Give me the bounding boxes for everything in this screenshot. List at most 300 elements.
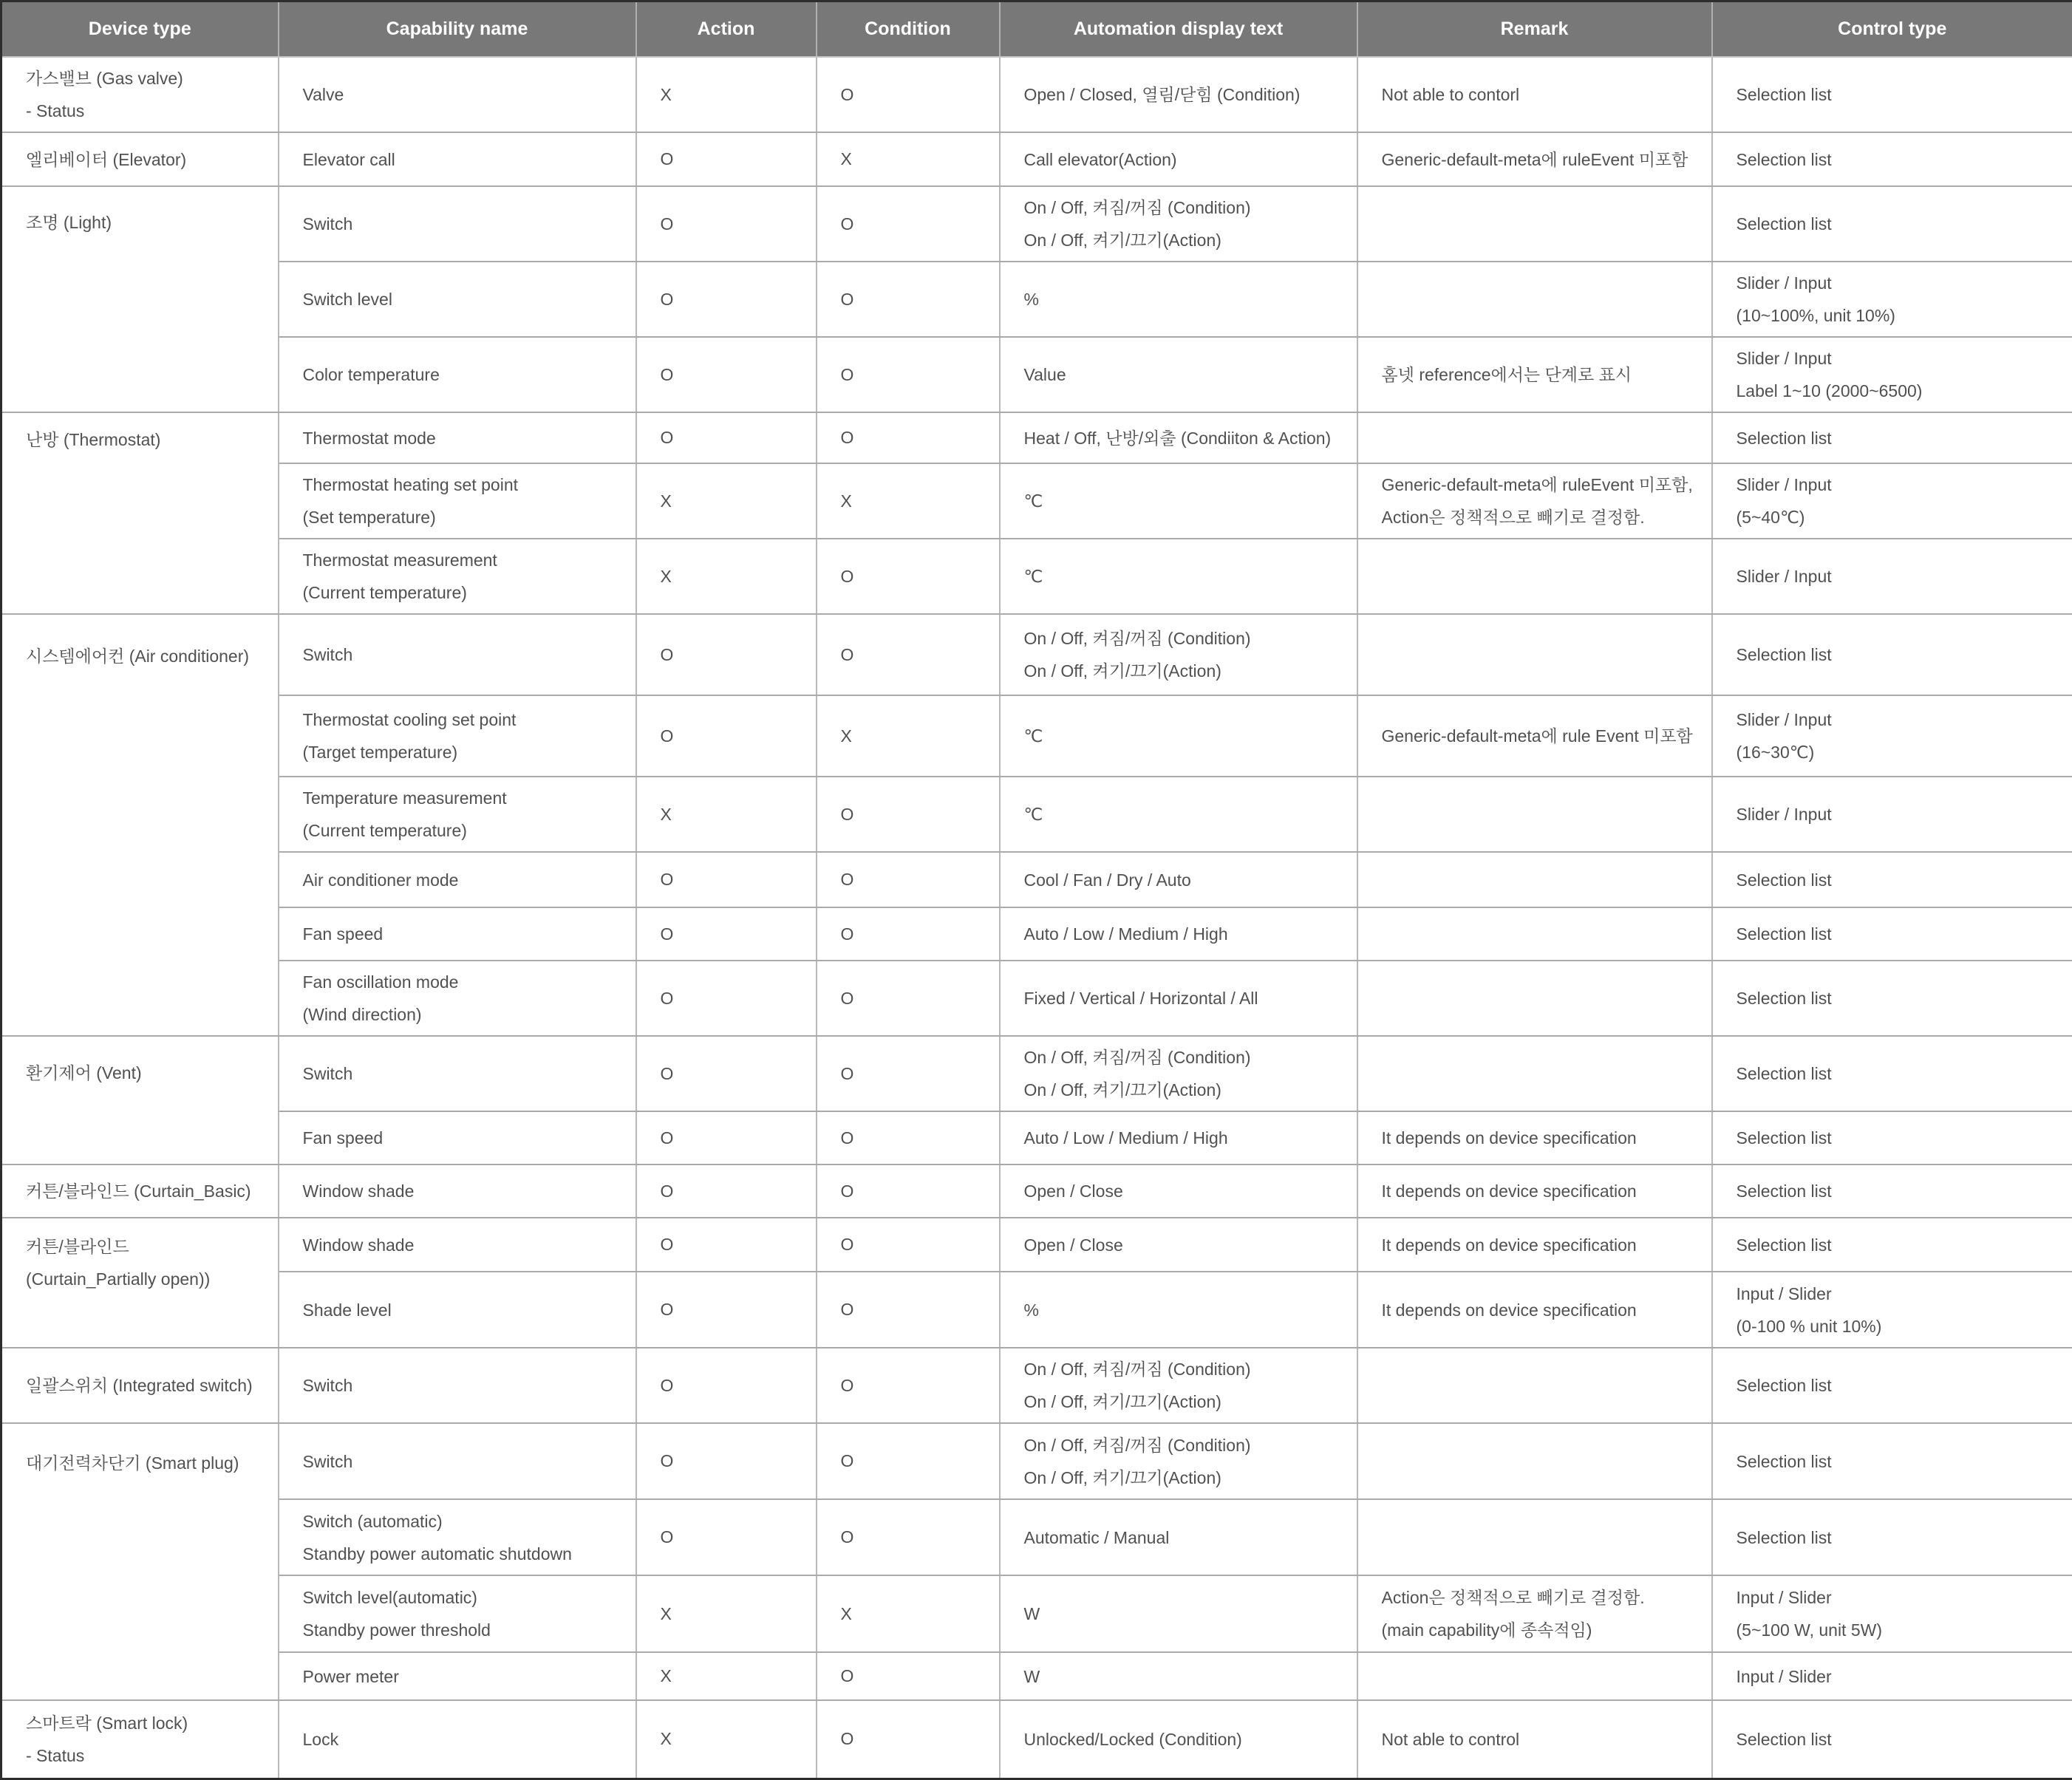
- cell-line: Thermostat mode: [303, 422, 622, 454]
- condition-cell: O: [817, 337, 1000, 412]
- capability-cell: [279, 262, 636, 337]
- condition-cell: O: [817, 1218, 1000, 1272]
- action-cell: O: [636, 412, 817, 463]
- cell-line: Window shade: [303, 1229, 622, 1261]
- cell-line: Slider / Input: [1737, 267, 2059, 299]
- automation-display-cell: [1000, 907, 1357, 961]
- action-cell: O: [636, 1111, 817, 1164]
- cell-line: (5~40℃): [1737, 501, 2059, 533]
- remark-cell: [1357, 961, 1712, 1036]
- action-cell: O: [636, 695, 817, 777]
- capability-cell: [279, 695, 636, 777]
- cell-line: Value: [1024, 358, 1343, 391]
- cell-line: (Current temperature): [303, 576, 622, 609]
- cell-line: On / Off, 켜짐/꺼짐 (Condition): [1024, 622, 1343, 655]
- capability-cell: [279, 961, 636, 1036]
- condition-cell: O: [817, 614, 1000, 695]
- condition-cell: O: [817, 262, 1000, 337]
- condition-cell: O: [817, 961, 1000, 1036]
- capability-cell: [279, 1348, 636, 1423]
- cell-line: (main capability에 종속적임): [1382, 1614, 1698, 1646]
- column-header-capability-name: Capability name: [279, 1, 636, 58]
- cell-line: Auto / Low / Medium / High: [1024, 918, 1343, 950]
- cell-line: (10~100%, unit 10%): [1737, 299, 2059, 332]
- remark-cell: [1357, 614, 1712, 695]
- capability-cell: [279, 1036, 636, 1111]
- control-type-cell: [1712, 186, 2072, 262]
- table-row: [1, 1164, 2072, 1218]
- remark-cell: [1357, 695, 1712, 777]
- action-cell: O: [636, 1036, 817, 1111]
- condition-cell: O: [817, 777, 1000, 852]
- cell-line: Generic-default-meta에 ruleEvent 미포함,: [1382, 468, 1698, 501]
- automation-display-cell: [1000, 1575, 1357, 1652]
- capability-cell: [279, 57, 636, 132]
- cell-line: Fan speed: [303, 1122, 622, 1154]
- condition-cell: O: [817, 57, 1000, 132]
- device-type-line: 스마트락 (Smart lock): [26, 1707, 265, 1739]
- action-cell: O: [636, 1218, 817, 1272]
- control-type-cell: [1712, 777, 2072, 852]
- cell-line: Switch (automatic): [303, 1505, 622, 1538]
- automation-display-cell: [1000, 1164, 1357, 1218]
- control-type-cell: [1712, 57, 2072, 132]
- cell-line: (16~30℃): [1737, 736, 2059, 768]
- device-type-cell: [1, 57, 279, 132]
- automation-display-cell: [1000, 412, 1357, 463]
- control-type-cell: [1712, 614, 2072, 695]
- remark-cell: [1357, 1164, 1712, 1218]
- cell-line: Slider / Input: [1737, 560, 2059, 593]
- capability-cell: [279, 1218, 636, 1272]
- column-header-automation-display-text: Automation display text: [1000, 1, 1357, 58]
- cell-line: On / Off, 켜기/끄기(Action): [1024, 1074, 1343, 1106]
- cell-line: Selection list: [1737, 1057, 2059, 1090]
- condition-cell: O: [817, 1700, 1000, 1779]
- device-type-line: 일괄스위치 (Integrated switch): [26, 1369, 265, 1402]
- header-row: [1, 1, 2072, 58]
- cell-line: Slider / Input: [1737, 342, 2059, 375]
- automation-display-cell: [1000, 1348, 1357, 1423]
- device-type-line: 대기전력차단기 (Smart plug): [26, 1447, 265, 1479]
- cell-line: Cool / Fan / Dry / Auto: [1024, 864, 1343, 896]
- table-row: [1, 1700, 2072, 1779]
- column-header-device-type: Device type: [1, 1, 279, 58]
- capability-cell: [279, 1499, 636, 1575]
- condition-cell: O: [817, 1164, 1000, 1218]
- cell-line: Thermostat cooling set point: [303, 703, 622, 736]
- action-cell: O: [636, 614, 817, 695]
- cell-line: Switch: [303, 208, 622, 240]
- cell-line: Slider / Input: [1737, 798, 2059, 831]
- cell-line: Open / Close: [1024, 1175, 1343, 1207]
- table-row: [1, 262, 2072, 337]
- device-type-line: 난방 (Thermostat): [26, 423, 265, 456]
- action-cell: O: [636, 1499, 817, 1575]
- cell-line: On / Off, 켜기/끄기(Action): [1024, 1462, 1343, 1494]
- table-row: [1, 57, 2072, 132]
- device-type-cell: [1, 614, 279, 1036]
- cell-line: On / Off, 켜기/끄기(Action): [1024, 655, 1343, 687]
- automation-display-cell: [1000, 695, 1357, 777]
- table-row: [1, 1575, 2072, 1652]
- table-row: [1, 777, 2072, 852]
- condition-cell: O: [817, 539, 1000, 614]
- cell-line: Selection list: [1737, 982, 2059, 1015]
- automation-display-cell: [1000, 337, 1357, 412]
- capability-cell: [279, 132, 636, 186]
- cell-line: Switch: [303, 1369, 622, 1402]
- remark-cell: [1357, 262, 1712, 337]
- action-cell: X: [636, 539, 817, 614]
- cell-line: On / Off, 켜짐/꺼짐 (Condition): [1024, 1041, 1343, 1074]
- column-header-condition: Condition: [817, 1, 1000, 58]
- table-row: [1, 132, 2072, 186]
- action-cell: X: [636, 1652, 817, 1700]
- cell-line: W: [1024, 1660, 1343, 1693]
- condition-cell: O: [817, 1036, 1000, 1111]
- device-type-line: 엘리베이터 (Elevator): [26, 143, 265, 176]
- cell-line: On / Off, 켜기/끄기(Action): [1024, 224, 1343, 256]
- automation-display-cell: [1000, 539, 1357, 614]
- capability-cell: [279, 186, 636, 262]
- cell-line: Lock: [303, 1723, 622, 1756]
- cell-line: It depends on device specification: [1382, 1175, 1698, 1207]
- device-type-cell: [1, 412, 279, 614]
- column-header-control-type: Control type: [1712, 1, 2072, 58]
- capability-cell: [279, 1423, 636, 1499]
- remark-cell: [1357, 539, 1712, 614]
- control-type-cell: [1712, 262, 2072, 337]
- cell-line: %: [1024, 1294, 1343, 1326]
- action-cell: O: [636, 907, 817, 961]
- control-type-cell: [1712, 412, 2072, 463]
- cell-line: Switch: [303, 638, 622, 671]
- automation-display-cell: [1000, 463, 1357, 539]
- action-cell: X: [636, 57, 817, 132]
- cell-line: Slider / Input: [1737, 703, 2059, 736]
- automation-display-cell: [1000, 614, 1357, 695]
- condition-cell: O: [817, 907, 1000, 961]
- automation-display-cell: [1000, 1423, 1357, 1499]
- cell-line: Thermostat measurement: [303, 544, 622, 576]
- remark-cell: [1357, 337, 1712, 412]
- device-type-line: 가스밸브 (Gas valve): [26, 62, 265, 95]
- remark-cell: [1357, 186, 1712, 262]
- condition-cell: O: [817, 1652, 1000, 1700]
- remark-cell: [1357, 1272, 1712, 1348]
- cell-line: Generic-default-meta에 ruleEvent 미포함: [1382, 143, 1698, 176]
- remark-cell: [1357, 1423, 1712, 1499]
- cell-line: ℃: [1024, 560, 1343, 593]
- automation-display-cell: [1000, 1499, 1357, 1575]
- device-type-cell: [1, 1348, 279, 1423]
- cell-line: Selection list: [1737, 1175, 2059, 1207]
- cell-line: Switch: [303, 1057, 622, 1090]
- capability-cell: [279, 1111, 636, 1164]
- cell-line: Selection list: [1737, 143, 2059, 176]
- cell-line: 홈넷 reference에서는 단계로 표시: [1382, 358, 1698, 391]
- control-type-cell: [1712, 463, 2072, 539]
- cell-line: Air conditioner mode: [303, 864, 622, 896]
- action-cell: O: [636, 1423, 817, 1499]
- cell-line: Slider / Input: [1737, 468, 2059, 501]
- cell-line: It depends on device specification: [1382, 1229, 1698, 1261]
- capability-cell: [279, 463, 636, 539]
- automation-display-cell: [1000, 57, 1357, 132]
- remark-cell: [1357, 1218, 1712, 1272]
- device-type-line: (Curtain_Partially open)): [26, 1263, 265, 1295]
- cell-line: Elevator call: [303, 143, 622, 176]
- condition-cell: X: [817, 695, 1000, 777]
- condition-cell: X: [817, 463, 1000, 539]
- table-row: [1, 463, 2072, 539]
- cell-line: Selection list: [1737, 1229, 2059, 1261]
- device-type-line: 시스템에어컨 (Air conditioner): [26, 640, 265, 672]
- table-row: [1, 907, 2072, 961]
- control-type-cell: [1712, 1111, 2072, 1164]
- automation-display-cell: [1000, 1036, 1357, 1111]
- column-header-action: Action: [636, 1, 817, 58]
- control-type-cell: [1712, 132, 2072, 186]
- cell-line: Automatic / Manual: [1024, 1521, 1343, 1554]
- device-type-line: - Status: [26, 1739, 265, 1772]
- cell-line: Input / Slider: [1737, 1581, 2059, 1614]
- automation-display-cell: [1000, 1700, 1357, 1779]
- device-type-cell: [1, 1164, 279, 1218]
- cell-line: Switch level: [303, 283, 622, 316]
- cell-line: Input / Slider: [1737, 1278, 2059, 1310]
- automation-display-cell: [1000, 262, 1357, 337]
- cell-line: Not able to contorl: [1382, 78, 1698, 111]
- cell-line: Color temperature: [303, 358, 622, 391]
- capability-cell: [279, 1700, 636, 1779]
- control-type-cell: [1712, 1036, 2072, 1111]
- condition-cell: O: [817, 412, 1000, 463]
- cell-line: Thermostat heating set point: [303, 468, 622, 501]
- cell-line: Label 1~10 (2000~6500): [1737, 375, 2059, 407]
- capability-cell: [279, 1575, 636, 1652]
- action-cell: X: [636, 1575, 817, 1652]
- action-cell: O: [636, 262, 817, 337]
- action-cell: O: [636, 186, 817, 262]
- table-body: [1, 57, 2072, 1779]
- condition-cell: O: [817, 1499, 1000, 1575]
- cell-line: Selection list: [1737, 1122, 2059, 1154]
- cell-line: Switch: [303, 1445, 622, 1478]
- remark-cell: [1357, 1499, 1712, 1575]
- remark-cell: [1357, 57, 1712, 132]
- automation-display-cell: [1000, 1272, 1357, 1348]
- control-type-cell: [1712, 539, 2072, 614]
- remark-cell: [1357, 907, 1712, 961]
- automation-display-cell: [1000, 852, 1357, 907]
- condition-cell: X: [817, 1575, 1000, 1652]
- action-cell: O: [636, 132, 817, 186]
- device-type-cell: [1, 1423, 279, 1700]
- capability-cell: [279, 337, 636, 412]
- automation-display-cell: [1000, 132, 1357, 186]
- table-row: [1, 1036, 2072, 1111]
- action-cell: O: [636, 961, 817, 1036]
- automation-display-cell: [1000, 1111, 1357, 1164]
- device-type-cell: [1, 186, 279, 412]
- cell-line: Fan oscillation mode: [303, 966, 622, 998]
- cell-line: (Current temperature): [303, 814, 622, 847]
- cell-line: Standby power automatic shutdown: [303, 1538, 622, 1570]
- action-cell: X: [636, 777, 817, 852]
- action-cell: X: [636, 463, 817, 539]
- control-type-cell: [1712, 1218, 2072, 1272]
- table-row: [1, 1111, 2072, 1164]
- cell-line: Standby power threshold: [303, 1614, 622, 1646]
- remark-cell: [1357, 1700, 1712, 1779]
- cell-line: Generic-default-meta에 rule Event 미포함: [1382, 720, 1698, 752]
- device-type-cell: [1, 1700, 279, 1779]
- cell-line: On / Off, 켜기/끄기(Action): [1024, 1385, 1343, 1418]
- cell-line: Not able to control: [1382, 1723, 1698, 1756]
- action-cell: O: [636, 337, 817, 412]
- remark-cell: [1357, 777, 1712, 852]
- cell-line: Heat / Off, 난방/외출 (Condiiton & Action): [1024, 422, 1343, 454]
- capability-cell: [279, 907, 636, 961]
- remark-cell: [1357, 852, 1712, 907]
- cell-line: (5~100 W, unit 5W): [1737, 1614, 2059, 1646]
- remark-cell: [1357, 132, 1712, 186]
- capability-cell: [279, 412, 636, 463]
- cell-line: Selection list: [1737, 638, 2059, 671]
- remark-cell: [1357, 1036, 1712, 1111]
- capability-cell: [279, 1652, 636, 1700]
- control-type-cell: [1712, 961, 2072, 1036]
- table-row: [1, 539, 2072, 614]
- control-type-cell: [1712, 1700, 2072, 1779]
- cell-line: On / Off, 켜짐/꺼짐 (Condition): [1024, 1429, 1343, 1462]
- table-header: [1, 1, 2072, 58]
- device-type-line: 커튼/블라인드: [26, 1230, 265, 1263]
- action-cell: O: [636, 1272, 817, 1348]
- table-row: [1, 614, 2072, 695]
- remark-cell: [1357, 1348, 1712, 1423]
- cell-line: Unlocked/Locked (Condition): [1024, 1723, 1343, 1756]
- cell-line: Action은 정책적으로 빼기로 결정함.: [1382, 501, 1698, 533]
- automation-display-cell: [1000, 186, 1357, 262]
- remark-cell: [1357, 1652, 1712, 1700]
- condition-cell: O: [817, 1272, 1000, 1348]
- cell-line: Action은 정책적으로 빼기로 결정함.: [1382, 1581, 1698, 1614]
- control-type-cell: [1712, 852, 2072, 907]
- cell-line: Open / Closed, 열림/닫힘 (Condition): [1024, 78, 1343, 111]
- cell-line: Temperature measurement: [303, 782, 622, 814]
- condition-cell: O: [817, 186, 1000, 262]
- control-type-cell: [1712, 1164, 2072, 1218]
- condition-cell: X: [817, 132, 1000, 186]
- cell-line: Selection list: [1737, 78, 2059, 111]
- automation-display-cell: [1000, 1652, 1357, 1700]
- control-type-cell: [1712, 1423, 2072, 1499]
- cell-line: %: [1024, 283, 1343, 316]
- capability-cell: [279, 1164, 636, 1218]
- table-row: [1, 1348, 2072, 1423]
- cell-line: Selection list: [1737, 918, 2059, 950]
- remark-cell: [1357, 463, 1712, 539]
- action-cell: O: [636, 1164, 817, 1218]
- table-row: [1, 852, 2072, 907]
- capability-cell: [279, 539, 636, 614]
- device-type-cell: [1, 1036, 279, 1164]
- table-row: [1, 695, 2072, 777]
- cell-line: Selection list: [1737, 1369, 2059, 1402]
- cell-line: Valve: [303, 78, 622, 111]
- cell-line: Fan speed: [303, 918, 622, 950]
- remark-cell: [1357, 412, 1712, 463]
- action-cell: O: [636, 852, 817, 907]
- device-type-line: 조명 (Light): [26, 206, 265, 239]
- cell-line: Selection list: [1737, 208, 2059, 240]
- cell-line: Selection list: [1737, 1521, 2059, 1554]
- cell-line: Open / Close: [1024, 1229, 1343, 1261]
- condition-cell: O: [817, 1423, 1000, 1499]
- action-cell: O: [636, 1348, 817, 1423]
- cell-line: (Target temperature): [303, 736, 622, 768]
- control-type-cell: [1712, 1272, 2072, 1348]
- table-row: [1, 1423, 2072, 1499]
- control-type-cell: [1712, 1348, 2072, 1423]
- cell-line: It depends on device specification: [1382, 1294, 1698, 1326]
- table-row: [1, 1272, 2072, 1348]
- cell-line: Call elevator(Action): [1024, 143, 1343, 176]
- table-row: [1, 961, 2072, 1036]
- cell-line: ℃: [1024, 720, 1343, 752]
- cell-line: ℃: [1024, 798, 1343, 831]
- condition-cell: O: [817, 852, 1000, 907]
- table-row: [1, 1652, 2072, 1700]
- cell-line: It depends on device specification: [1382, 1122, 1698, 1154]
- cell-line: W: [1024, 1597, 1343, 1630]
- device-type-cell: [1, 1218, 279, 1348]
- cell-line: Shade level: [303, 1294, 622, 1326]
- cell-line: Auto / Low / Medium / High: [1024, 1122, 1343, 1154]
- control-type-cell: [1712, 1575, 2072, 1652]
- cell-line: On / Off, 켜짐/꺼짐 (Condition): [1024, 191, 1343, 224]
- action-cell: X: [636, 1700, 817, 1779]
- table-row: [1, 1499, 2072, 1575]
- cell-line: (0-100 % unit 10%): [1737, 1310, 2059, 1343]
- device-type-line: 커튼/블라인드 (Curtain_Basic): [26, 1175, 265, 1207]
- table-row: [1, 337, 2072, 412]
- device-type-cell: [1, 132, 279, 186]
- automation-display-cell: [1000, 777, 1357, 852]
- device-type-line: - Status: [26, 95, 265, 127]
- cell-line: Switch level(automatic): [303, 1581, 622, 1614]
- column-header-remark: Remark: [1357, 1, 1712, 58]
- cell-line: Selection list: [1737, 1723, 2059, 1756]
- control-type-cell: [1712, 907, 2072, 961]
- table-row: [1, 186, 2072, 262]
- device-type-line: 환기제어 (Vent): [26, 1057, 265, 1089]
- automation-display-cell: [1000, 961, 1357, 1036]
- cell-line: Selection list: [1737, 864, 2059, 896]
- capability-cell: [279, 777, 636, 852]
- cell-line: Fixed / Vertical / Horizontal / All: [1024, 982, 1343, 1015]
- cell-line: Window shade: [303, 1175, 622, 1207]
- cell-line: Selection list: [1737, 422, 2059, 454]
- capability-cell: [279, 852, 636, 907]
- control-type-cell: [1712, 695, 2072, 777]
- cell-line: (Wind direction): [303, 998, 622, 1031]
- condition-cell: O: [817, 1111, 1000, 1164]
- control-type-cell: [1712, 1652, 2072, 1700]
